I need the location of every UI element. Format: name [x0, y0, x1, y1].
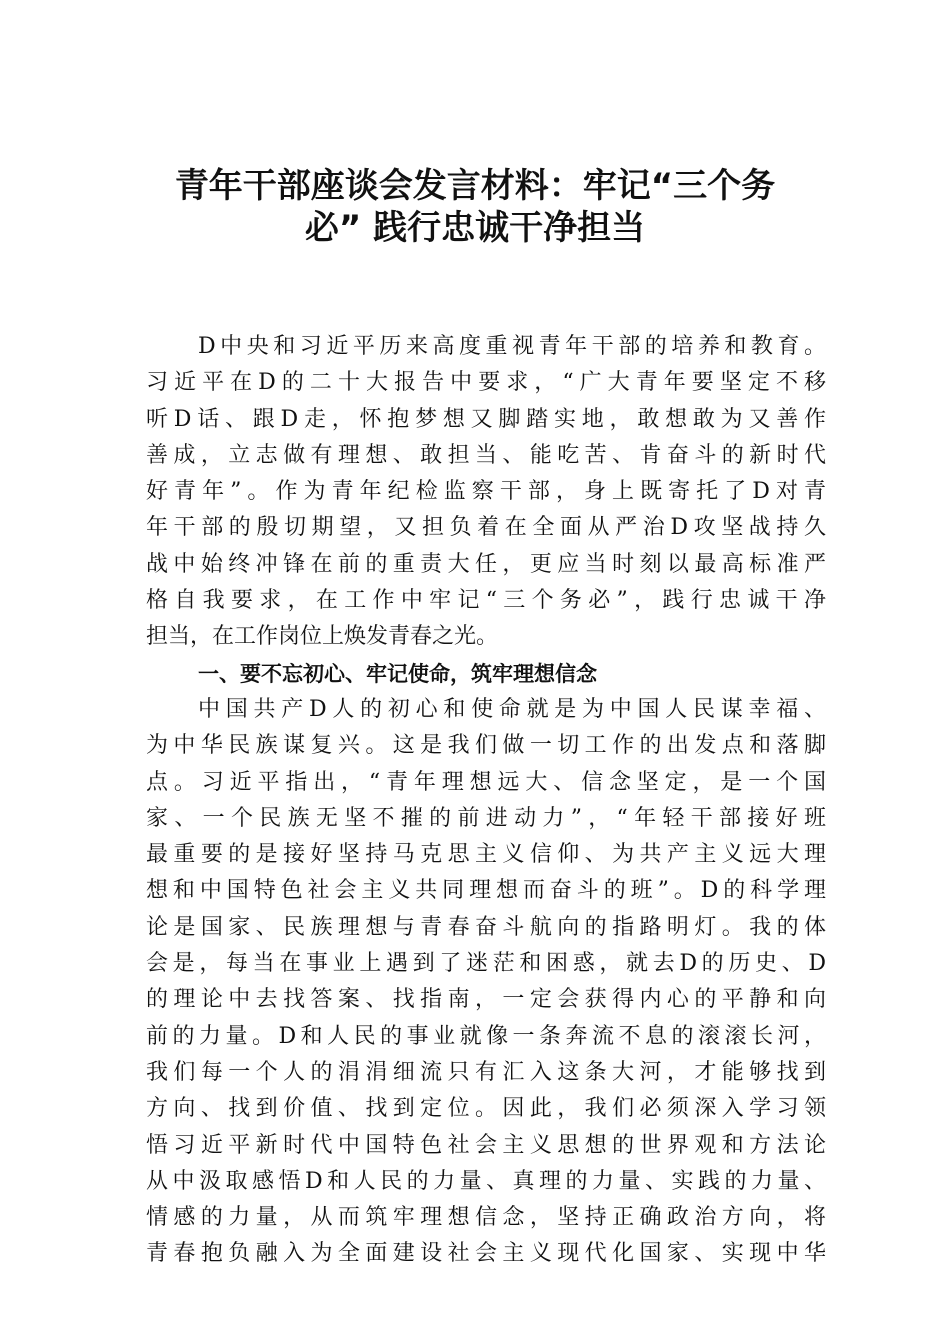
paragraph-2-line: 悟习近平新时代中国特色社会主义思想的世界观和方法论 [146, 1132, 826, 1158]
paragraph-2-line: 论是国家、民族理想与青春奋斗航向的指路明灯。我的体 [146, 914, 826, 940]
paragraph-2-line: 最重要的是接好坚持马克思主义信仰、为共产主义远大理 [146, 842, 826, 868]
paragraph-2-line: 想和中国特色社会主义共同理想而奋斗的班”。D的科学理 [146, 878, 826, 904]
paragraph-2-line: 中国共产D人的初心和使命就是为中国人民谋幸福、 [198, 696, 826, 722]
paragraph-1-line: 年干部的殷切期望，又担负着在全面从严治D攻坚战持久 [146, 515, 826, 541]
paragraph-2-line: 的理论中去找答案、找指南，一定会获得内心的平静和向 [146, 987, 826, 1013]
paragraph-1-line: 好青年”。作为青年纪检监察干部，身上既寄托了D对青 [146, 479, 826, 505]
paragraph-2-line: 情感的力量，从而筑牢理想信念，坚持正确政治方向，将 [146, 1205, 826, 1231]
document-title-line-2: 必” 践行忠诚干净担当 [304, 208, 646, 248]
paragraph-2-line: 方向、找到价值、找到定位。因此，我们必须深入学习领 [146, 1096, 826, 1122]
paragraph-2-line: 青春抱负融入为全面建设社会主义现代化国家、实现中华 [146, 1241, 826, 1267]
paragraph-1-line: 习近平在D的二十大报告中要求，“广大青年要坚定不移 [146, 370, 826, 396]
paragraph-1-line: 听D话、跟D走，怀抱梦想又脚踏实地，敢想敢为又善作 [146, 406, 826, 432]
paragraph-1-line: 担当，在工作岗位上焕发青春之光。 [146, 624, 499, 650]
paragraph-2-line: 从中汲取感悟D和人民的力量、真理的力量、实践的力量、 [146, 1168, 826, 1194]
paragraph-1-line: 善成，立志做有理想、敢担当、能吃苦、肯奋斗的新时代 [146, 442, 826, 468]
paragraph-2-line: 我们每一个人的涓涓细流只有汇入这条大河，才能够找到 [146, 1059, 826, 1085]
paragraph-1-line: 格自我要求，在工作中牢记“三个务必”，践行忠诚干净 [146, 588, 826, 614]
section-heading-1: 一、要不忘初心、牢记使命，筑牢理想信念 [198, 661, 597, 686]
paragraph-1-line: 战中始终冲锋在前的重责大任，更应当时刻以最高标准严 [146, 551, 826, 577]
paragraph-1-line: D中央和习近平历来高度重视青年干部的培养和教育。 [198, 334, 826, 359]
document-title-line-1: 青年干部座谈会发言材料：牢记“三个务 [174, 166, 776, 206]
document-body [146, 329, 826, 1273]
paragraph-2-line: 家、一个民族无坚不摧的前进动力”，“年轻干部接好班 [146, 805, 826, 831]
paragraph-2-line: 前的力量。D和人民的事业就像一条奔流不息的滚滚长河， [146, 1023, 826, 1049]
paragraph-2-line: 会是，每当在事业上遇到了迷茫和困惑，就去D的历史、D [146, 951, 826, 977]
paragraph-2-line: 点。习近平指出，“青年理想远大、信念坚定，是一个国 [146, 769, 826, 795]
paragraph-2-line: 为中华民族谋复兴。这是我们做一切工作的出发点和落脚 [146, 733, 826, 759]
